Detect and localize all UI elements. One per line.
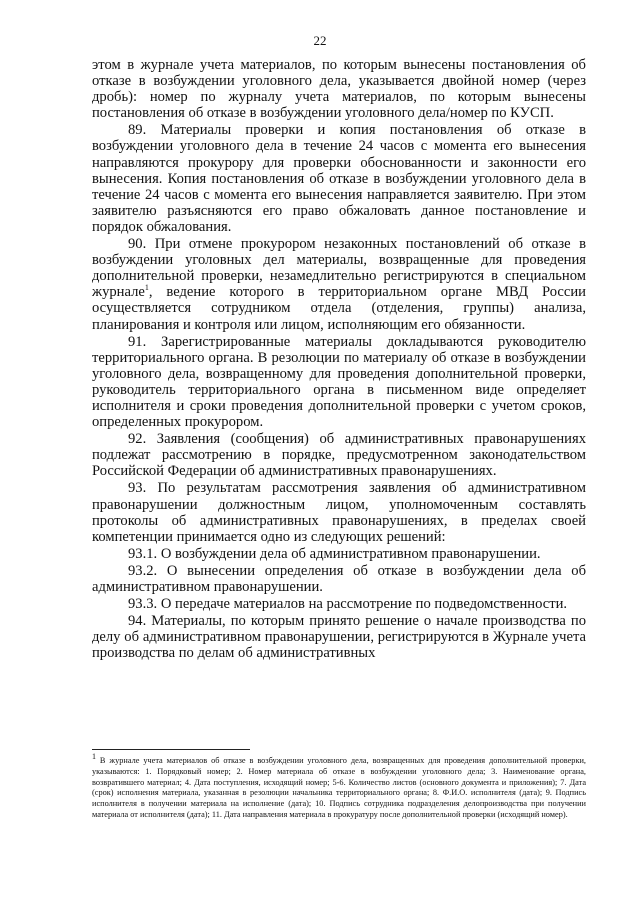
page-number: 22 [313, 33, 327, 48]
paragraph-91: 91. Зарегистрированные материалы докладываются руководителю территориального органа. В резолюции по материалу об отказе в возбуждении уголовного дела, возвращенному для проведения дополнительной проверки, руководитель территориального органа в письменном виде определяет исполнителя и сроки проведения дополнительной проверки с учетом сроков, определенных прокурором. [92, 333, 586, 431]
footnote-divider [92, 749, 250, 750]
paragraph-92: 92. Заявления (сообщения) об административных правонарушениях подлежат рассмотрению в порядке, предусмотренном законодательством Российской Федерации об административных правонарушениях. [92, 431, 586, 480]
footnote-text: В журнале учета материалов об отказе в возбуждении уголовного дела, возвращенных для проведения дополнительной проверки, указываются: 1. Порядковый номер; 2. Номер материала об отказе в возбуждении уголовного дела; 3. Наименование органа, возвратившего материал; 4. Дата поступления, исходящий номер; 5-6. Количество листов (основного документа и приложения); 7. Дата (срок) исполнения материала, указанная в резолюции начальника территориального органа; 8. Ф.И.О. исполнителя (дата); 9. Подпись исполнителя в получении материала на исполнение (дата); 10. Подпись сотрудника подразделения делопроизводства при получении материала от исполнителя (дата); 11. Дата направления материала в прокуратуру после дополнительной проверки (исходящий номер). [92, 756, 586, 819]
paragraph-93: 93. По результатам рассмотрения заявления об административном правонарушении должностным лицом, уполномоченным составлять протоколы об административных правонарушениях, в пределах своей компетенции принимается одно из следующих решений: [92, 480, 586, 545]
footnote-reference: 1 [144, 283, 149, 293]
paragraph-93-2: 93.2. О вынесении определения об отказе в возбуждении дела об административном правонарушении. [92, 562, 586, 595]
body-text [92, 57, 586, 662]
footnote [92, 752, 586, 821]
paragraph-93-3: 93.3. О передаче материалов на рассмотрение по подведомственности. [128, 596, 568, 613]
paragraph-94: 94. Материалы, по которым принято решение о начале производства по делу об административном правонарушении, регистрируются в Журнале учета производства по делам об административных [92, 613, 586, 662]
paragraph-93-1: 93.1. О возбуждении дела об административном правонарушении. [128, 545, 541, 562]
paragraph-89: 89. Материалы проверки и копия постановления об отказе в возбуждении уголовного дела в течение 24 часов с момента его вынесения направляются прокурору для проверки обоснованности и законности его вынесения. Копия постановления об отказе в возбуждении уголовного дела в течение 24 часов с момента его вынесения направляется заявителю. При этом заявителю разъясняются его право обжаловать данное постановление и порядок обжалования. [92, 122, 586, 235]
paragraph-continuation: этом в журнале учета материалов, по которым вынесены постановления об отказе в возбуждении уголовного дела, указывается двойной номер (через дробь): номер по журналу учета материалов, по которым вынесены постановления об отказе в возбуждении уголовного дела/номер по КУСП. [92, 57, 586, 122]
footnote-mark: 1 [92, 752, 96, 762]
paragraph-90-text-b: , ведение которого в территориальном органе МВД России осуществляется сотрудником отдела (отделения, группы) анализа, планирования и контроля или лицом, исполняющим его обязанности. [92, 284, 586, 333]
paragraph-90 [92, 236, 586, 333]
paragraph-90-text-a: 90. При отмене прокурором незаконных постановлений об отказе в возбуждении уголовных дел материалы, возвращенные для проведения дополнительной проверки, незамедлительно регистрируются в специальном журнале [92, 236, 586, 301]
